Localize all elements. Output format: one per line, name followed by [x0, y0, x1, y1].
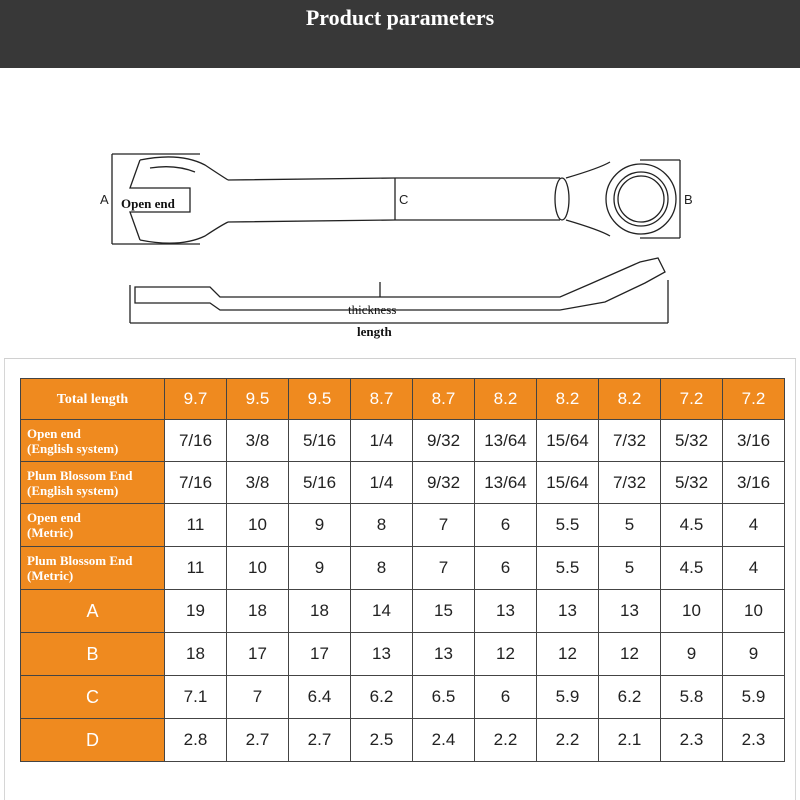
table-cell: 3/16	[723, 462, 785, 504]
table-cell: 2.2	[537, 719, 599, 762]
table-cell: 9/32	[413, 420, 475, 462]
table-cell: 2.1	[599, 719, 661, 762]
table-cell: 7/16	[165, 462, 227, 504]
table-row	[21, 633, 785, 676]
table-cell: 15/64	[537, 420, 599, 462]
table-cell: 5.5	[537, 504, 599, 547]
wrench-diagram	[0, 68, 800, 358]
table-cell: 8.2	[599, 379, 661, 420]
row-header-line: Total length	[56, 391, 129, 407]
table-cell: 12	[475, 633, 537, 676]
row-header	[21, 547, 165, 590]
table-row	[21, 676, 785, 719]
row-header-line: (English system)	[27, 482, 119, 498]
row-header	[21, 462, 165, 504]
table-cell: 4	[723, 547, 785, 590]
wrench-side-view	[130, 258, 668, 323]
label-b: B	[684, 192, 693, 207]
table-cell: 9	[723, 633, 785, 676]
table-cell: 8	[351, 547, 413, 590]
table-cell: 5.8	[661, 676, 723, 719]
row-header-line: C	[86, 686, 99, 707]
table-cell: 2.3	[661, 719, 723, 762]
table-cell: 6.5	[413, 676, 475, 719]
row-header	[21, 719, 165, 762]
table-cell: 6	[475, 504, 537, 547]
row-header	[21, 590, 165, 633]
table-cell: 5/32	[661, 462, 723, 504]
table-row	[21, 547, 785, 590]
table-cell: 10	[227, 504, 289, 547]
row-header	[21, 504, 165, 547]
table-cell: 7/32	[599, 462, 661, 504]
table-cell: 13/64	[475, 420, 537, 462]
table-cell: 17	[289, 633, 351, 676]
table-cell: 10	[723, 590, 785, 633]
table-cell: 1/4	[351, 462, 413, 504]
row-header	[21, 633, 165, 676]
table-cell: 6.2	[599, 676, 661, 719]
table-cell: 5/16	[289, 462, 351, 504]
table-cell: 7	[413, 504, 475, 547]
row-header	[21, 676, 165, 719]
table-cell: 12	[537, 633, 599, 676]
row-header-line: A	[86, 600, 99, 621]
table-row	[21, 590, 785, 633]
table-cell: 13	[351, 633, 413, 676]
table-cell: 11	[165, 547, 227, 590]
table-cell: 8.7	[413, 379, 475, 420]
table-cell: 3/16	[723, 420, 785, 462]
row-header-line: Open end	[27, 425, 81, 441]
parameters-table	[20, 378, 785, 762]
table-cell: 4	[723, 504, 785, 547]
table-row	[21, 504, 785, 547]
table-cell: 18	[289, 590, 351, 633]
wrench-top-view	[112, 154, 680, 244]
table-cell: 9	[661, 633, 723, 676]
table-cell: 7.1	[165, 676, 227, 719]
table-cell: 1/4	[351, 420, 413, 462]
table-cell: 3/8	[227, 420, 289, 462]
table-cell: 3/8	[227, 462, 289, 504]
table-cell: 13	[475, 590, 537, 633]
table-row	[21, 719, 785, 762]
row-header	[21, 379, 165, 420]
table-cell: 17	[227, 633, 289, 676]
table-cell: 2.4	[413, 719, 475, 762]
table-cell: 8	[351, 504, 413, 547]
table-cell: 15	[413, 590, 475, 633]
table-cell: 6	[475, 547, 537, 590]
label-c: C	[399, 192, 409, 207]
table-cell: 4.5	[661, 547, 723, 590]
table-cell: 2.2	[475, 719, 537, 762]
table-cell: 12	[599, 633, 661, 676]
table-cell: 8.7	[351, 379, 413, 420]
table-cell: 2.7	[227, 719, 289, 762]
table-cell: 4.5	[661, 504, 723, 547]
table-cell: 5/32	[661, 420, 723, 462]
table-row	[21, 379, 785, 420]
table-cell: 9	[289, 504, 351, 547]
table-cell: 9/32	[413, 462, 475, 504]
label-thickness: thickness	[348, 302, 397, 317]
table-cell: 9.5	[227, 379, 289, 420]
table-cell: 13	[599, 590, 661, 633]
table-cell: 13	[413, 633, 475, 676]
table-cell: 2.8	[165, 719, 227, 762]
row-header-line: (Metric)	[27, 525, 74, 540]
table-cell: 5	[599, 547, 661, 590]
row-header-line: Plum Blossom End	[27, 553, 133, 568]
label-open-end: Open end	[121, 196, 175, 211]
page-title: Product parameters	[305, 5, 495, 30]
row-header-line: B	[86, 643, 99, 664]
table-cell: 7/16	[165, 420, 227, 462]
table-cell: 8.2	[475, 379, 537, 420]
table-cell: 7.2	[723, 379, 785, 420]
row-header-line: Plum Blossom End	[27, 467, 133, 483]
row-header	[21, 420, 165, 462]
table-cell: 2.5	[351, 719, 413, 762]
table-cell: 15/64	[537, 462, 599, 504]
table-cell: 10	[661, 590, 723, 633]
table-row	[21, 420, 785, 462]
label-length: length	[357, 324, 392, 339]
row-header-line: Open end	[27, 510, 81, 525]
table-cell: 5	[599, 504, 661, 547]
table-cell: 14	[351, 590, 413, 633]
table-cell: 19	[165, 590, 227, 633]
table-cell: 6	[475, 676, 537, 719]
table-cell: 7.2	[661, 379, 723, 420]
table-cell: 13	[537, 590, 599, 633]
table-cell: 2.3	[723, 719, 785, 762]
table-cell: 7	[413, 547, 475, 590]
table-cell: 9	[289, 547, 351, 590]
table-cell: 5.9	[723, 676, 785, 719]
table-cell: 6.2	[351, 676, 413, 719]
table-cell: 5.5	[537, 547, 599, 590]
row-header-line: D	[86, 729, 99, 750]
label-a: A	[100, 192, 109, 207]
table-row	[21, 462, 785, 504]
table-cell: 18	[165, 633, 227, 676]
table-cell: 9.7	[165, 379, 227, 420]
row-header-line: (English system)	[27, 440, 119, 456]
table-cell: 7/32	[599, 420, 661, 462]
table-cell: 5.9	[537, 676, 599, 719]
table-cell: 9.5	[289, 379, 351, 420]
table-cell: 8.2	[537, 379, 599, 420]
table-cell: 13/64	[475, 462, 537, 504]
table-cell: 10	[227, 547, 289, 590]
table-cell: 18	[227, 590, 289, 633]
header-bar	[0, 0, 800, 68]
table-cell: 6.4	[289, 676, 351, 719]
table-cell: 11	[165, 504, 227, 547]
table-cell: 2.7	[289, 719, 351, 762]
table-cell: 5/16	[289, 420, 351, 462]
table-cell: 7	[227, 676, 289, 719]
row-header-line: (Metric)	[27, 568, 74, 583]
